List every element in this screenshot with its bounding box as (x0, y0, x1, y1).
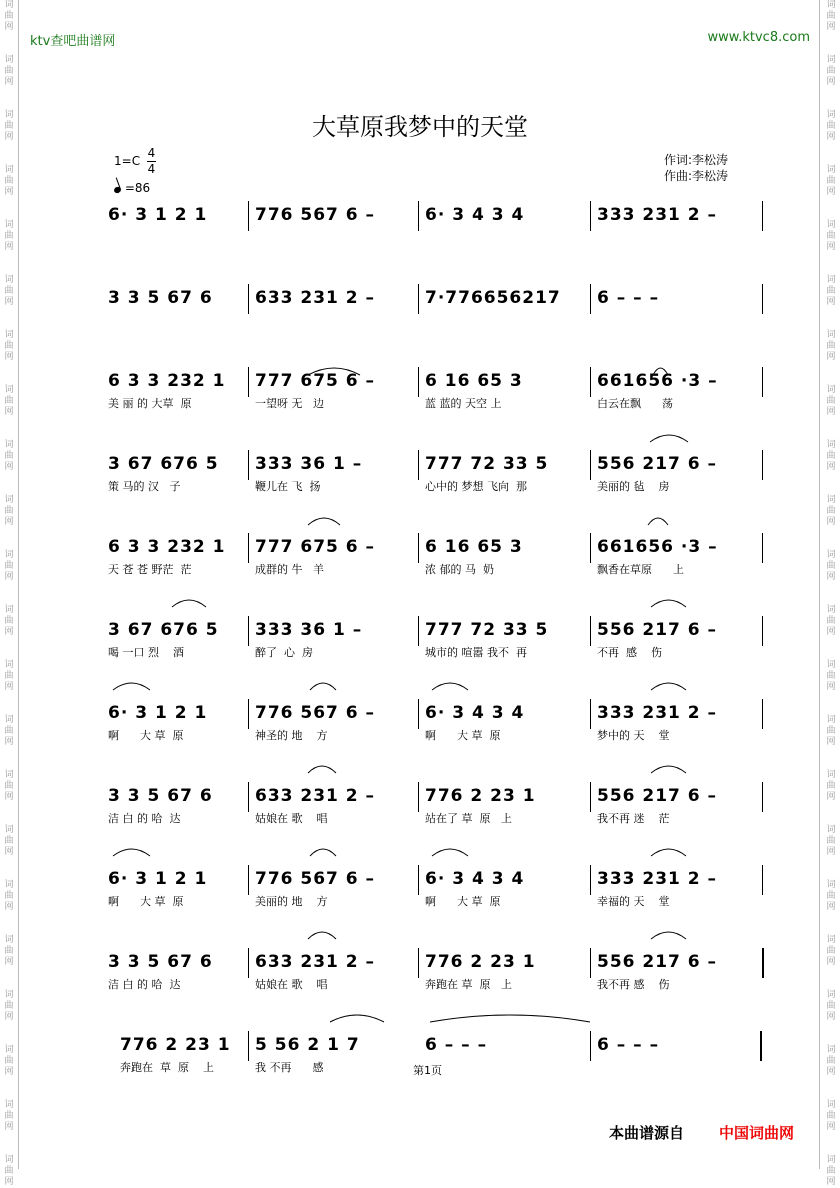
measure-notes: 776 2 23 1 (425, 786, 536, 806)
measure-notes: 3 67 676 5 (108, 620, 219, 640)
measure-notes: 333 231 2 – (597, 205, 718, 225)
measure-notes: 6 16 65 3 (425, 537, 523, 557)
measure-notes: 6· 3 4 3 4 (425, 869, 525, 889)
slur-arc (650, 435, 688, 442)
measure-notes: 6 16 65 3 (425, 371, 523, 391)
measure-lyrics: 站在了 草 原 上 (425, 812, 512, 825)
measure-notes: 661656 ·3 – (597, 371, 718, 391)
slur-arc (308, 766, 336, 773)
lyricist: 作词:李松涛 (664, 153, 729, 167)
slur-arc (653, 368, 668, 375)
measure-notes: 6· 3 4 3 4 (425, 205, 525, 225)
measure-lyrics: 美 丽 的 大草 原 (108, 397, 192, 410)
measure-notes: 6· 3 1 2 1 (108, 869, 208, 889)
measure-notes: 6 – – – (425, 1035, 488, 1055)
measure-lyrics: 梦中的 天 堂 (597, 729, 670, 742)
measure-lyrics: 飘香在草原 上 (597, 563, 684, 576)
slur-arc (310, 849, 336, 856)
slur-arc (651, 932, 686, 939)
composer: 作曲:李松涛 (664, 169, 729, 183)
measure-notes: 3 3 5 67 6 (108, 952, 213, 972)
right-watermark-text: 词 曲 网 词 曲 网 词 曲 网 词 曲 网 词 曲 网 词 曲 网 词 曲 网 词 曲 网 词 曲 网 词 曲 网 词 曲 网 词 曲 网 词 曲 网 词 曲 网 词 曲 网 词 曲 网 词 曲 网 词 曲 网 词 曲 网 词 曲 网 词 曲 网 词 曲 网 (826, 0, 836, 1187)
measure-lyrics: 一望呀 无 边 (255, 397, 324, 410)
measure-lyrics: 幸福的 天 堂 (597, 895, 670, 908)
measure-lyrics: 城市的 喧嚣 我不 再 (425, 646, 527, 659)
measure-notes: 777 72 33 5 (425, 454, 549, 474)
slur-arc (113, 849, 150, 856)
measure-notes: 6 3 3 232 1 (108, 371, 226, 391)
measure-notes: 776 567 6 – (255, 703, 376, 723)
measure-notes: 633 231 2 – (255, 786, 376, 806)
measure-notes: 6 3 3 232 1 (108, 537, 226, 557)
measure-lyrics: 洁 白 的 哈 达 (108, 978, 181, 991)
measure-lyrics: 浓 郁的 马 奶 (425, 563, 494, 576)
measure-lyrics: 我不再 迷 茫 (597, 812, 670, 825)
measure-notes: 776 2 23 1 (425, 952, 536, 972)
measure-notes: 6 – – – (597, 288, 660, 308)
measure-lyrics: 第1页 (413, 1064, 442, 1077)
measure-notes: 556 217 6 – (597, 620, 718, 640)
slur-arc (651, 766, 686, 773)
measure-lyrics: 醉了 心 房 (255, 646, 313, 659)
measure-lyrics: 白云在飘 荡 (597, 397, 673, 410)
time-signature-bottom: 4 (147, 162, 156, 176)
site-url-right[interactable]: www.ktvc8.com (707, 30, 810, 45)
measure-lyrics: 心中的 梦想 飞向 那 (425, 480, 527, 493)
measure-notes: 333 231 2 – (597, 869, 718, 889)
slur-arc (651, 600, 686, 607)
song-title: 大草原我梦中的天堂 (312, 113, 528, 141)
slur-arc (648, 518, 668, 525)
measure-notes: 333 36 1 – (255, 454, 363, 474)
measure-notes: 776 567 6 – (255, 205, 376, 225)
measure-lyrics: 美丽的 地 方 (255, 895, 328, 908)
measure-notes: 6· 3 4 3 4 (425, 703, 525, 723)
measure-notes: 633 231 2 – (255, 288, 376, 308)
measure-lyrics: 我不再 感 伤 (597, 978, 670, 991)
measure-notes: 777 675 6 – (255, 537, 376, 557)
measure-lyrics: 策 马的 汉 子 (108, 480, 181, 493)
site-name-left[interactable]: ktv查吧曲谱网 (30, 34, 116, 49)
slur-arc (308, 368, 360, 375)
measure-notes: 6 – – – (597, 1035, 660, 1055)
measure-notes: 333 231 2 – (597, 703, 718, 723)
measure-lyrics: 啊 大 草 原 (108, 895, 184, 908)
measure-lyrics: 啊 大 草 原 (425, 729, 501, 742)
slur-arc (432, 683, 468, 690)
key-signature: 1=C (114, 154, 141, 168)
slur-arc (430, 1015, 590, 1022)
measure-notes: 6· 3 1 2 1 (108, 703, 208, 723)
measure-notes: 661656 ·3 – (597, 537, 718, 557)
measure-notes: 3 3 5 67 6 (108, 288, 213, 308)
measure-notes: 7·776656217 (425, 288, 561, 308)
slur-arc (651, 849, 686, 856)
measure-notes: 3 3 5 67 6 (108, 786, 213, 806)
slur-arc (308, 932, 336, 939)
measure-lyrics: 奔跑在 草 原 上 (425, 978, 512, 991)
tempo-value: =86 (124, 181, 151, 195)
measure-notes: 633 231 2 – (255, 952, 376, 972)
slur-arc (432, 849, 468, 856)
measure-notes: 333 36 1 – (255, 620, 363, 640)
measure-notes: 5 56 2 1 7 (255, 1035, 360, 1055)
measure-lyrics: 啊 大 草 原 (425, 895, 501, 908)
measure-notes: 556 217 6 – (597, 454, 718, 474)
measure-notes: 777 72 33 5 (425, 620, 549, 640)
measure-notes: 6· 3 1 2 1 (108, 205, 208, 225)
measure-lyrics: 不再 感 伤 (597, 646, 662, 659)
measure-lyrics: 奔跑在 草 原 上 (120, 1061, 214, 1074)
measure-notes: 3 67 676 5 (108, 454, 219, 474)
slur-arc (172, 600, 206, 607)
measure-notes: 776 2 23 1 (120, 1035, 231, 1055)
slur-arc (330, 1015, 384, 1022)
measure-lyrics: 喝 一口 烈 酒 (108, 646, 184, 659)
measure-lyrics: 我 不再 感 (255, 1061, 324, 1074)
slur-arc (651, 683, 686, 690)
time-signature-top: 4 (147, 146, 156, 160)
measure-lyrics: 姑娘在 歌 唱 (255, 812, 328, 825)
measure-lyrics: 啊 大 草 原 (108, 729, 184, 742)
source-label: 本曲谱源自 (609, 1124, 685, 1142)
slur-arc (310, 683, 336, 690)
measure-notes: 556 217 6 – (597, 952, 718, 972)
measure-lyrics: 成群的 牛 羊 (255, 563, 324, 576)
left-watermark-text: 词 曲 网 词 曲 网 词 曲 网 词 曲 网 词 曲 网 词 曲 网 词 曲 网 词 曲 网 词 曲 网 词 曲 网 词 曲 网 词 曲 网 词 曲 网 词 曲 网 词 曲 网 词 曲 网 词 曲 网 词 曲 网 词 曲 网 词 曲 网 词 曲 网 词 曲 网 (4, 0, 14, 1187)
slur-arc (113, 683, 150, 690)
measure-lyrics: 神圣的 地 方 (255, 729, 328, 742)
source-name[interactable]: 中国词曲网 (719, 1124, 795, 1142)
measure-lyrics: 美丽的 毡 房 (597, 480, 670, 493)
measure-notes: 556 217 6 – (597, 786, 718, 806)
slur-arc (308, 518, 340, 525)
measure-notes: 776 567 6 – (255, 869, 376, 889)
measure-lyrics: 姑娘在 歌 唱 (255, 978, 328, 991)
measure-lyrics: 天 苍 苍 野茫 茫 (108, 563, 192, 576)
measure-lyrics: 蓝 蓝的 天空 上 (425, 397, 502, 410)
measure-notes: 777 675 6 – (255, 371, 376, 391)
measure-lyrics: 洁 白 的 哈 达 (108, 812, 181, 825)
measure-lyrics: 鞭儿在 飞 扬 (255, 480, 321, 493)
